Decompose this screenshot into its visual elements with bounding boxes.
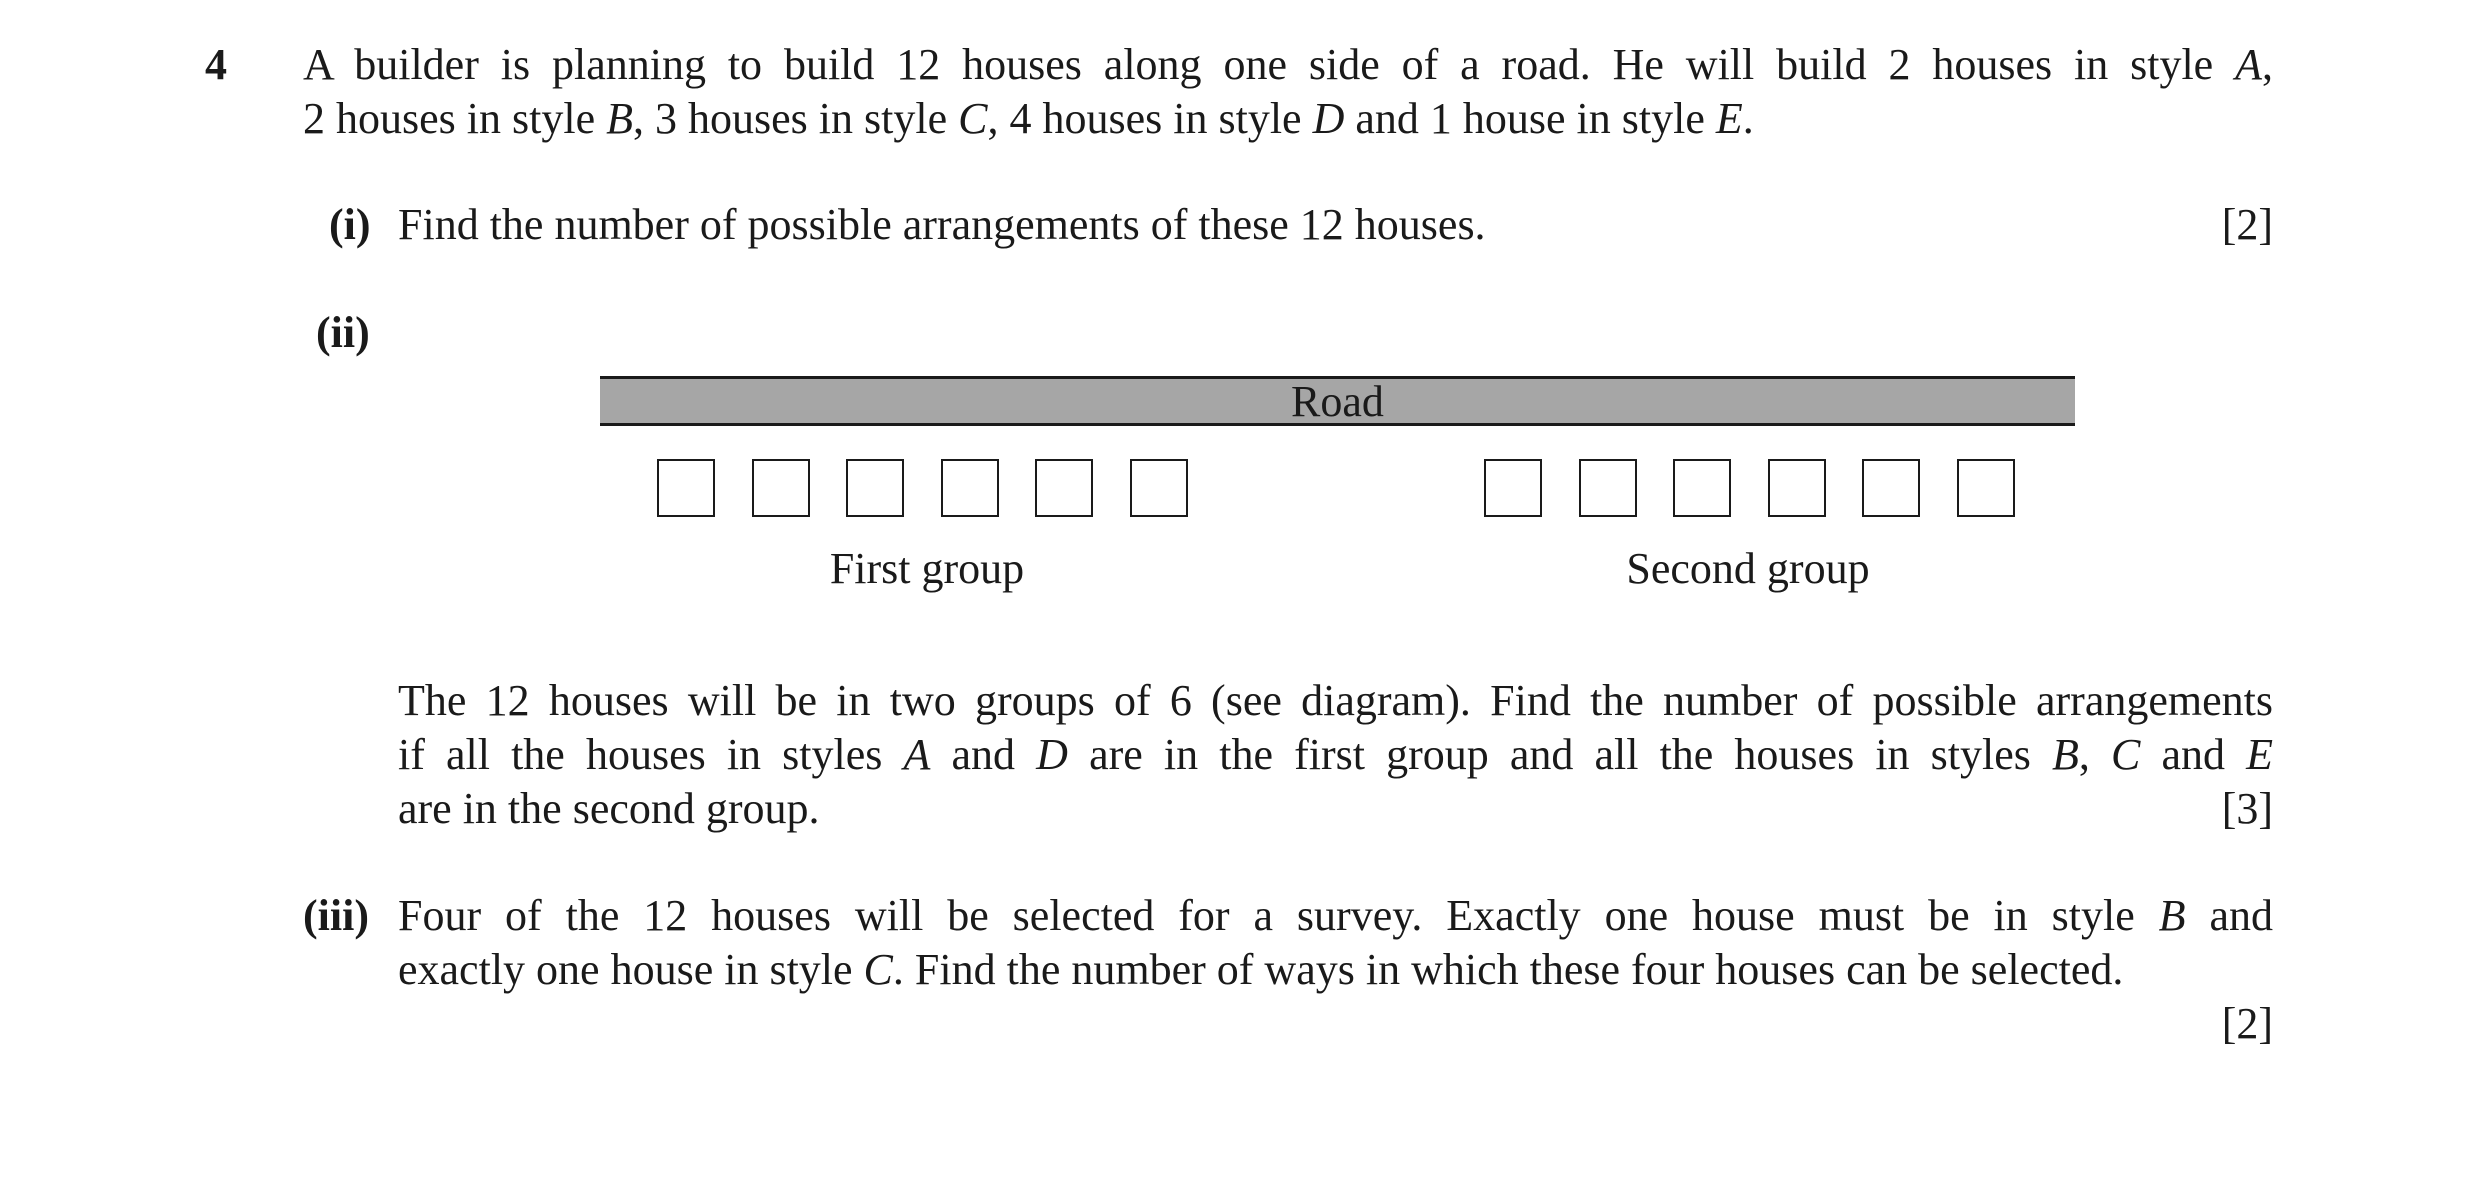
house-box — [1130, 459, 1188, 517]
part-i-marks: [2] — [2221, 200, 2273, 249]
question-number: 4 — [205, 40, 227, 89]
house-box — [941, 459, 999, 517]
math-variable: A — [903, 730, 931, 779]
math-variable: E — [2246, 730, 2274, 779]
house-box — [1768, 459, 1826, 517]
math-variable: D — [1312, 94, 1345, 143]
math-variable: E — [1715, 94, 1743, 143]
house-box — [1862, 459, 1920, 517]
house-box — [846, 459, 904, 517]
part-ii-marks: [3] — [2221, 784, 2273, 833]
road-label: Road — [1291, 377, 1384, 426]
house-box — [1484, 459, 1542, 517]
second-group-label: Second group — [1626, 544, 1870, 593]
part-iii-line-2: exactly one house in style C. Find the number of ways in which these four houses can be selected. — [398, 945, 2124, 994]
math-variable: A — [2235, 40, 2262, 89]
part-iii-marks: [2] — [2221, 999, 2273, 1048]
intro-line-1: A builder is planning to build 12 houses along one side of a road. He will build 2 houses in style A, — [303, 40, 2273, 89]
part-ii-line-1: The 12 houses will be in two groups of 6 (see diagram). Find the number of possible arrangements — [398, 676, 2273, 725]
house-box — [657, 459, 715, 517]
road — [600, 376, 2075, 426]
math-variable: B — [606, 94, 633, 143]
part-iii-label: (iii) — [303, 891, 369, 940]
part-ii-line-3: are in the second group. — [398, 784, 820, 833]
part-i-label: (i) — [329, 200, 371, 249]
house-box — [1673, 459, 1731, 517]
house-box — [1957, 459, 2015, 517]
math-variable: B — [2052, 730, 2079, 779]
house-box — [1035, 459, 1093, 517]
part-ii-label: (ii) — [316, 308, 370, 357]
house-box — [752, 459, 810, 517]
part-ii-line-2: if all the houses in styles A and D are in the first group and all the houses in styles B, C and E — [398, 730, 2274, 779]
math-variable: C — [863, 945, 893, 994]
part-i-text: Find the number of possible arrangements of these 12 houses. — [398, 200, 1486, 249]
math-variable: C — [958, 94, 988, 143]
math-variable: C — [2111, 730, 2141, 779]
first-group-label: First group — [829, 544, 1025, 593]
math-variable: B — [2158, 891, 2186, 940]
intro-line-2: 2 houses in style B, 3 houses in style C, 4 houses in style D and 1 house in style E. — [303, 94, 1754, 143]
math-variable: D — [1036, 730, 1068, 779]
house-box — [1579, 459, 1637, 517]
part-iii-line-1: Four of the 12 houses will be selected for a survey. Exactly one house must be in style B and — [398, 891, 2274, 940]
